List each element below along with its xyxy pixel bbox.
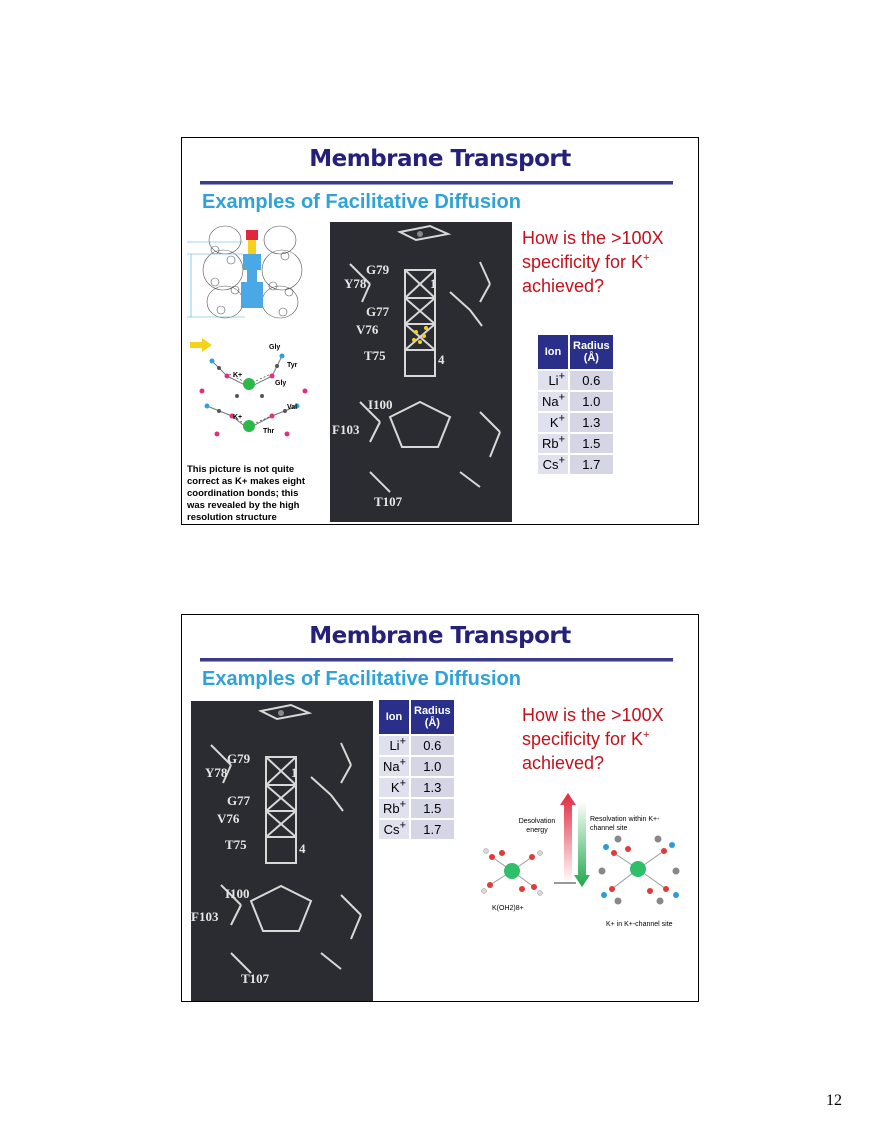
- slide-2: [181, 614, 699, 1002]
- site-label-1: 1: [291, 765, 298, 780]
- coordination-diagram: [187, 336, 322, 441]
- slide-1: [181, 137, 699, 525]
- slide-title: Membrane Transport: [309, 623, 571, 649]
- table-row: K+ 1.3: [537, 412, 614, 433]
- residue-label-f103: F103: [191, 909, 219, 924]
- site-label-4: 4: [299, 841, 306, 856]
- question-line-1: How is the >100X: [522, 705, 664, 725]
- residue-label-y78: Y78: [205, 765, 228, 780]
- slide-title: Membrane Transport: [309, 146, 571, 172]
- residue-label-v76: V76: [356, 322, 379, 337]
- hydrated-ion-label: K(OH2)8+: [492, 905, 524, 912]
- table-row: Cs+ 1.7: [537, 454, 614, 475]
- desolvation-label: Desolvation energy: [518, 818, 556, 834]
- table-header-ion: Ion: [378, 699, 410, 735]
- desolvation-diagram: [472, 791, 692, 941]
- slide-subtitle: Examples of Facilitative Diffusion: [202, 668, 521, 690]
- site-label-1: 1: [430, 276, 437, 291]
- table-row: K+ 1.3: [378, 777, 455, 798]
- structure-label-k-2: K+: [233, 414, 243, 421]
- desolvation-arrow-icon: [560, 793, 576, 883]
- title-divider: [200, 658, 673, 662]
- cage-structure-graphic: [330, 222, 512, 522]
- table-row: Rb+ 1.5: [537, 433, 614, 454]
- structure-label-val: Val: [287, 404, 298, 411]
- page-number: 12: [826, 1092, 842, 1109]
- table-row: Li+ 0.6: [537, 370, 614, 391]
- slide-subtitle: Examples of Facilitative Diffusion: [202, 191, 521, 213]
- selectivity-filter-image: [191, 701, 373, 1001]
- table-header-radius: Radius (Å): [569, 334, 614, 370]
- table-row: Na+ 1.0: [378, 756, 455, 777]
- residue-label-g77: G77: [227, 793, 251, 808]
- cage-structure-graphic: [191, 701, 373, 1001]
- question-line-1: How is the >100X: [522, 228, 664, 248]
- table-header-ion: Ion: [537, 334, 569, 370]
- title-divider: [200, 181, 673, 185]
- table-row: Cs+ 1.7: [378, 819, 455, 840]
- note-text: This picture is not quite correct as K+ makes eight coordination bonds; this was revealed by the high resolution structure: [187, 464, 306, 523]
- selectivity-filter-image: [330, 222, 512, 522]
- residue-label-t107: T107: [241, 971, 270, 986]
- residue-label-g79: G79: [366, 262, 390, 277]
- channel-structure-figure: [185, 220, 315, 330]
- question-line-3: achieved?: [522, 753, 605, 773]
- question-line-2: specificity for K+: [522, 729, 650, 749]
- structure-label-gly-2: Gly: [275, 380, 287, 387]
- ion-radius-table: [378, 699, 455, 840]
- structure-label-k-1: K+: [233, 372, 243, 379]
- table-row: Rb+ 1.5: [378, 798, 455, 819]
- question-line-2: specificity for K+: [522, 252, 650, 272]
- question-line-3: achieved?: [522, 276, 605, 296]
- table-row: Na+ 1.0: [537, 391, 614, 412]
- resolvation-arrow-icon: [574, 801, 590, 887]
- residue-label-t107: T107: [374, 494, 403, 509]
- specificity-question: [522, 226, 664, 298]
- resolvation-label: Resolvation within K+-channel site: [590, 816, 660, 832]
- channel-ion-label: K+ in K+-channel site: [606, 921, 673, 928]
- residue-label-t75: T75: [225, 837, 247, 852]
- residue-label-f103: F103: [332, 422, 360, 437]
- site-label-4: 4: [438, 352, 445, 367]
- specificity-question: [522, 703, 664, 775]
- residue-label-g79: G79: [227, 751, 251, 766]
- ion-radius-table: [537, 334, 614, 475]
- residue-label-i100: I100: [225, 886, 250, 901]
- table-row: Li+ 0.6: [378, 735, 455, 756]
- table-header-radius: Radius (Å): [410, 699, 455, 735]
- residue-label-g77: G77: [366, 304, 390, 319]
- residue-label-i100: I100: [368, 397, 393, 412]
- structure-label-thr: Thr: [263, 428, 275, 435]
- structure-label-tyr: Tyr: [287, 362, 298, 369]
- residue-label-v76: V76: [217, 811, 240, 826]
- structure-label-gly-1: Gly: [269, 344, 281, 351]
- channel-spacefill-image: [185, 220, 315, 330]
- residue-label-t75: T75: [364, 348, 386, 363]
- residue-label-y78: Y78: [344, 276, 367, 291]
